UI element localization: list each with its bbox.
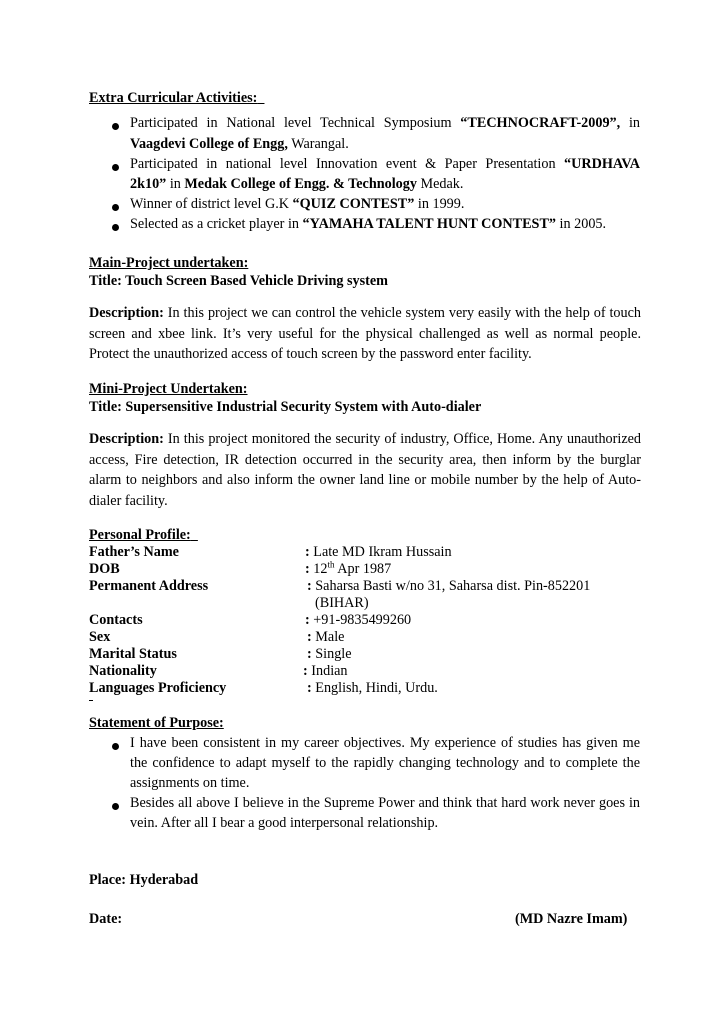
profile-value-address-line2: (BIHAR) <box>315 595 369 611</box>
main-project-title: Title: Touch Screen Based Vehicle Driving system <box>89 273 389 289</box>
date-label: Date: <box>89 911 123 927</box>
signature-name: (MD Nazre Imam) <box>515 911 628 927</box>
profile-value-sex: : Male <box>307 629 345 645</box>
profile-value-marital: : Single <box>307 646 352 662</box>
divider <box>89 700 93 701</box>
section-heading-statement-of-purpose: Statement of Purpose: <box>89 715 224 731</box>
profile-value-father: : Late MD Ikram Hussain <box>305 544 452 560</box>
profile-value-address: : Saharsa Basti w/no 31, Saharsa dist. Pin-852201 <box>307 578 591 594</box>
mini-project-title: Title: Supersensitive Industrial Security System with Auto-dialer <box>89 399 482 415</box>
profile-label-languages: Languages Proficiency <box>89 680 227 696</box>
profile-value-contacts: : +91-9835499260 <box>305 612 412 628</box>
section-heading-main-project: Main-Project undertaken: <box>89 255 249 271</box>
place-line: Place: Hyderabad <box>89 872 199 888</box>
list-item: Participated in National level Technical Symposium “TECHNOCRAFT-2009”, in <box>130 115 640 131</box>
profile-label-sex: Sex <box>89 629 111 645</box>
section-heading-mini-project: Mini-Project Undertaken: <box>89 381 248 397</box>
list-item-continuation: 2k10” in Medak College of Engg. & Technology Medak. <box>130 176 464 192</box>
list-item-continuation: Vaagdevi College of Engg, Warangal. <box>130 136 349 152</box>
main-project-description: Description: In this project we can control the vehicle system very easily with the help of touch screen and xbee link. It’s very useful for the physical challenged as well as normal people. Protect the unauthorized access of touch screen by the password enter facility. <box>89 305 642 362</box>
section-heading-extra-curricular: Extra Curricular Activities: <box>89 90 258 106</box>
list-item: I have been consistent in my career objectives. My experience of studies has given me the confidence to adapt myself to the rapidly changing technology and to complete the assignments on time. <box>130 735 640 791</box>
profile-label-marital: Marital Status <box>89 646 177 662</box>
bullet-icon <box>112 803 119 810</box>
section-heading-personal-profile: Personal Profile: <box>89 527 191 543</box>
list-item: Participated in national level Innovation event & Paper Presentation “URDHAVA <box>130 156 640 172</box>
profile-label-dob: DOB <box>89 561 120 577</box>
list-item: Winner of district level G.K “QUIZ CONTEST” in 1999. <box>130 196 465 212</box>
profile-label-contacts: Contacts <box>89 612 143 628</box>
profile-label-father: Father’s Name <box>89 544 179 560</box>
profile-label-address: Permanent Address <box>89 578 209 594</box>
profile-label-nationality: Nationality <box>89 663 157 679</box>
profile-value-languages: : English, Hindi, Urdu. <box>307 680 438 696</box>
list-item: Besides all above I believe in the Supreme Power and think that hard work never goes in vein. After all I bear a good interpersonal relationship. <box>130 795 640 831</box>
bullet-icon <box>112 204 119 211</box>
mini-project-description: Description: In this project monitored the security of industry, Office, Home. Any unauthorized access, Fire detection, IR detection occurred in the security area, then inform by the burglar alarm to neighbors and also inform the owner land line or mobile number by the help of Auto-dialer facility. <box>89 431 642 509</box>
bullet-icon <box>112 164 119 171</box>
profile-value-dob: : 12th Apr 1987 <box>305 559 392 577</box>
bullet-icon <box>112 743 119 750</box>
bullet-icon <box>112 224 119 231</box>
profile-value-nationality: : Indian <box>303 663 348 679</box>
list-item: Selected as a cricket player in “YAMAHA TALENT HUNT CONTEST” in 2005. <box>130 216 607 232</box>
bullet-icon <box>112 123 119 130</box>
